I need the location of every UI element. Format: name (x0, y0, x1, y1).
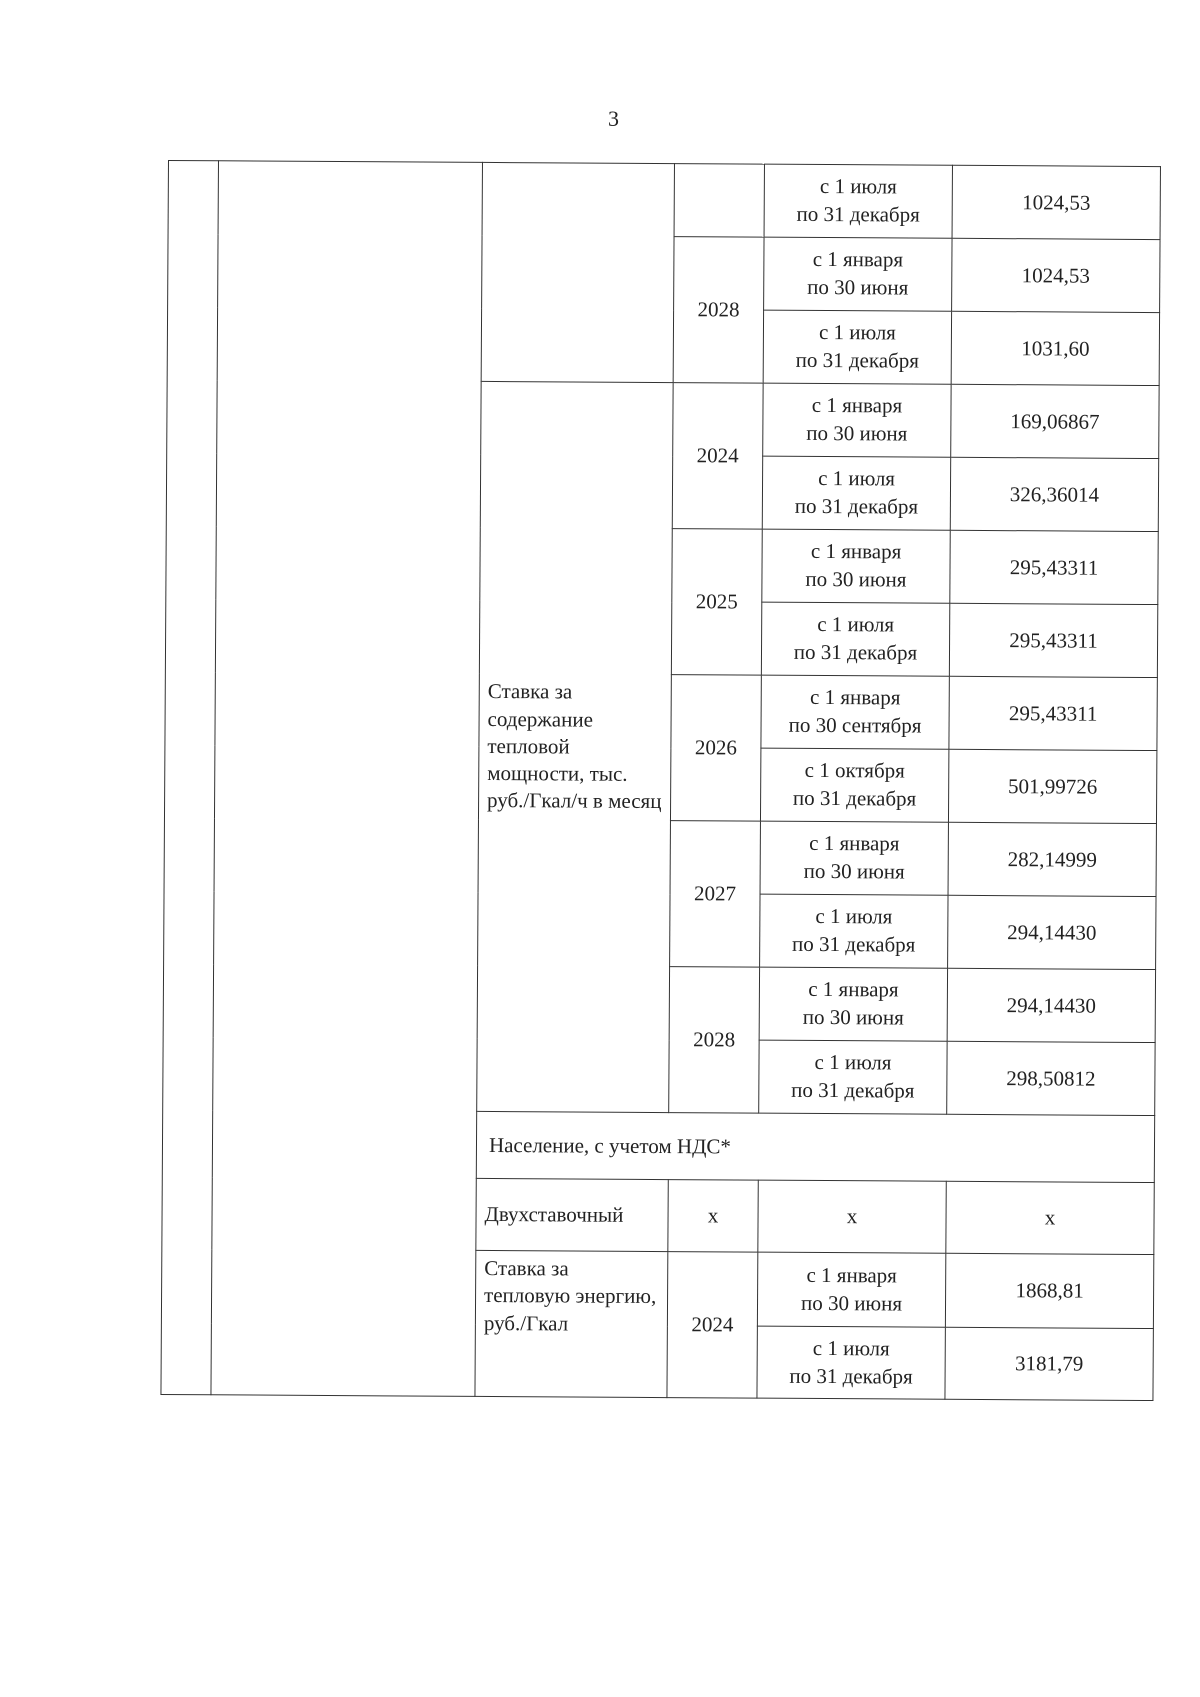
period-to: по 30 июня (806, 420, 908, 446)
value-cell: 326,36014 (950, 457, 1158, 531)
period-to: по 31 декабря (789, 1363, 913, 1389)
year-cell: х (668, 1180, 758, 1253)
value-cell: 282,14999 (948, 822, 1156, 896)
period-to: по 31 декабря (791, 931, 916, 957)
period-from: с 1 января (809, 685, 901, 710)
period-to: по 30 июня (805, 566, 907, 592)
period-to: по 31 декабря (796, 201, 920, 227)
page-number: 3 (608, 106, 619, 131)
period-to: по 31 декабря (792, 785, 917, 811)
tariff-table (160, 160, 1161, 1401)
period-cell (764, 237, 952, 311)
value-cell: х (946, 1181, 1154, 1254)
period-to: по 31 декабря (791, 1077, 915, 1103)
year-cell: 2028 (669, 967, 760, 1114)
period-from: с 1 июля (815, 904, 893, 929)
rate-label-cell (481, 162, 674, 382)
period-cell (759, 1040, 947, 1114)
period-from: с 1 июля (818, 466, 896, 491)
period-cell (763, 383, 951, 457)
period-to: по 31 декабря (795, 347, 920, 373)
table-row (168, 161, 1160, 240)
period-cell (759, 967, 947, 1041)
value-cell: 169,06867 (951, 384, 1159, 458)
period-to: по 31 декабря (793, 639, 918, 665)
value-cell: 501,99726 (948, 749, 1156, 823)
period-cell (761, 675, 949, 749)
population-heat-rate-label: Ставка за тепловую энергию, руб./Гкал (475, 1250, 668, 1397)
period-from: с 1 октября (804, 758, 905, 783)
period-cell: х (758, 1180, 946, 1253)
period-from: с 1 января (810, 539, 902, 564)
year-cell: 2024 (667, 1252, 758, 1399)
period-cell (760, 748, 948, 822)
value-cell: 1024,53 (952, 238, 1160, 312)
value-cell: 294,14430 (947, 968, 1155, 1042)
value-cell: 295,43311 (950, 530, 1158, 604)
year-cell: 2025 (671, 529, 762, 676)
period-from: с 1 января (811, 393, 903, 418)
organization-column-cell (211, 161, 483, 1397)
period-from: с 1 июля (818, 320, 896, 345)
period-to: по 30 сентября (788, 712, 922, 738)
period-cell (757, 1326, 945, 1399)
period-to: по 30 июня (803, 858, 905, 884)
period-cell (757, 1252, 945, 1327)
year-cell (674, 164, 764, 238)
period-from: с 1 июля (812, 1335, 890, 1361)
number-column-cell (161, 161, 219, 1395)
period-cell (760, 821, 948, 895)
year-cell: 2028 (673, 237, 764, 384)
capacity-rate-label: Ставка за содержание тепловой мощности, тыс. руб./Гкал/ч в месяц (477, 381, 673, 1112)
period-cell (763, 310, 951, 384)
value-cell: 1031,60 (951, 311, 1159, 385)
period-to: по 30 июня (802, 1004, 904, 1030)
value-cell: 294,14430 (948, 895, 1156, 969)
two-part-label: Двухставочный (476, 1178, 668, 1251)
period-cell (762, 456, 950, 530)
period-cell (760, 894, 948, 968)
period-to: по 31 декабря (794, 493, 919, 519)
period-to: по 30 июня (800, 1290, 903, 1316)
period-from: с 1 июля (814, 1050, 892, 1075)
period-from: с 1 июля (817, 612, 895, 637)
period-cell (761, 602, 949, 676)
value-cell: 1868,81 (945, 1253, 1153, 1328)
value-cell: 298,50812 (947, 1041, 1155, 1115)
period-from: с 1 января (806, 1262, 897, 1288)
year-cell: 2026 (670, 675, 761, 822)
period-from: с 1 января (809, 831, 900, 856)
period-from: с 1 января (808, 977, 899, 1002)
value-cell: 1024,53 (952, 165, 1160, 239)
value-cell: 295,43311 (949, 603, 1157, 677)
period-to: по 30 июня (807, 274, 909, 300)
value-cell: 3181,79 (945, 1327, 1153, 1400)
year-cell: 2027 (670, 821, 761, 968)
year-cell: 2024 (672, 383, 763, 530)
period-cell (764, 164, 952, 238)
period-from: с 1 января (812, 247, 904, 272)
population-section-title: Население, с учетом НДС* (476, 1111, 1154, 1182)
period-from: с 1 июля (819, 174, 897, 199)
period-cell (762, 529, 950, 603)
value-cell: 295,43311 (949, 676, 1157, 750)
